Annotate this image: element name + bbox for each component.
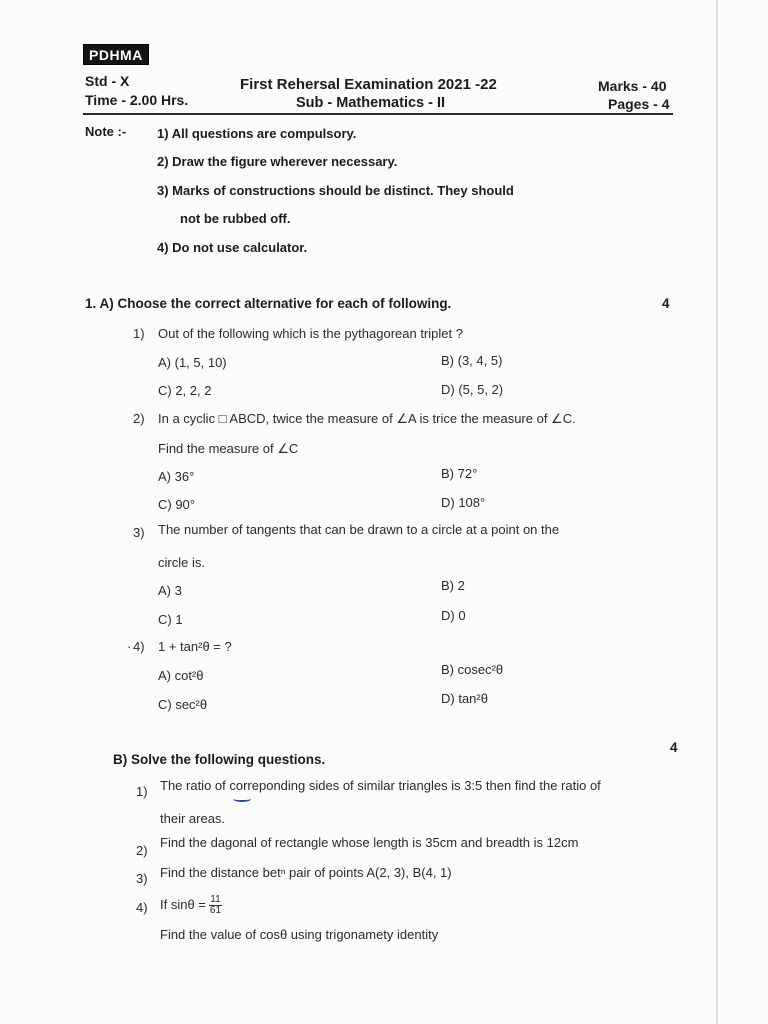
option-b: B) 72° [441,466,478,481]
question-number: 3) [136,871,148,886]
option-c: C) 1 [158,612,183,627]
time-label: Time - 2.00 Hrs. [85,92,189,108]
option-d: D) 108° [441,495,486,510]
fraction-numerator: 11 [210,894,221,905]
question-text: Out of the following which is the pythagorean triplet ? [158,326,463,341]
school-logo: PDHMA [83,44,149,65]
question-text: The number of tangents that can be drawn to a circle at a point on the [158,522,560,537]
page-edge [716,0,718,1024]
pen-underline-mark [233,796,251,802]
option-b: B) (3, 4, 5) [441,353,503,368]
q1a-marks: 4 [662,296,670,311]
question-number: 2) [136,843,148,858]
option-d: D) 0 [441,608,466,623]
question-text [160,895,222,916]
option-b: B) cosec²θ [441,662,504,677]
question-bullet: · [127,639,132,654]
question-number: 3) [133,525,145,540]
header-divider [83,113,673,115]
question-text-cont: circle is. [158,555,205,570]
pages-label: Pages - 4 [608,96,670,112]
question-number: 1) [133,326,145,341]
question-number: 4) [133,639,145,654]
question-text: In a cyclic □ ABCD, twice the measure of ∠A is trice the measure of ∠C. [158,411,576,426]
question-text-cont: Find the measure of ∠C [158,441,299,456]
std-label: Std - X [85,73,130,89]
question-number: 2) [133,411,145,426]
option-b: B) 2 [441,578,465,593]
question-text-cont: Find the value of cosθ using trigonamety identity [160,927,439,942]
note-item: 1) All questions are compulsory. [157,126,357,141]
subject-label: Sub - Mathematics - II [296,95,446,111]
question-number: 4) [136,900,148,915]
exam-title: First Rehersal Examination 2021 -22 [240,76,497,93]
option-a: A) 36° [158,469,195,484]
option-c: C) sec²θ [158,697,208,712]
note-item: not be rubbed off. [180,211,291,226]
fraction [209,895,222,916]
marks-label: Marks - 40 [598,78,667,94]
option-a: A) 3 [158,583,182,598]
question-text-cont: their areas. [160,811,226,826]
option-a: A) (1, 5, 10) [158,355,227,370]
note-label: Note :- [85,124,127,139]
q1b-marks: 4 [670,740,678,755]
question-text: Find the distance betⁿ pair of points A(2, 3), B(4, 1) [160,865,452,880]
note-item: 2) Draw the figure wherever necessary. [157,154,398,169]
fraction-denominator: 61 [209,905,222,916]
question-number: 1) [136,784,148,799]
q1b-heading: B) Solve the following questions. [113,752,326,767]
option-d: D) (5, 5, 2) [441,382,504,397]
option-c: C) 90° [158,497,195,512]
sin-equation: If sinθ = [160,896,206,912]
question-text: The ratio of correponding sides of similar triangles is 3:5 then find the ratio of [160,778,601,793]
q1a-heading: 1. A) Choose the correct alternative for each of following. [85,296,452,311]
question-text: 1 + tan²θ = ? [158,639,232,654]
option-d: D) tan²θ [441,691,488,706]
note-item: 3) Marks of constructions should be distinct. They should [157,183,514,198]
note-item: 4) Do not use calculator. [157,240,308,255]
option-a: A) cot²θ [158,668,204,683]
option-c: C) 2, 2, 2 [158,383,212,398]
question-text: Find the dagonal of rectangle whose length is 35cm and breadth is 12cm [160,835,579,850]
